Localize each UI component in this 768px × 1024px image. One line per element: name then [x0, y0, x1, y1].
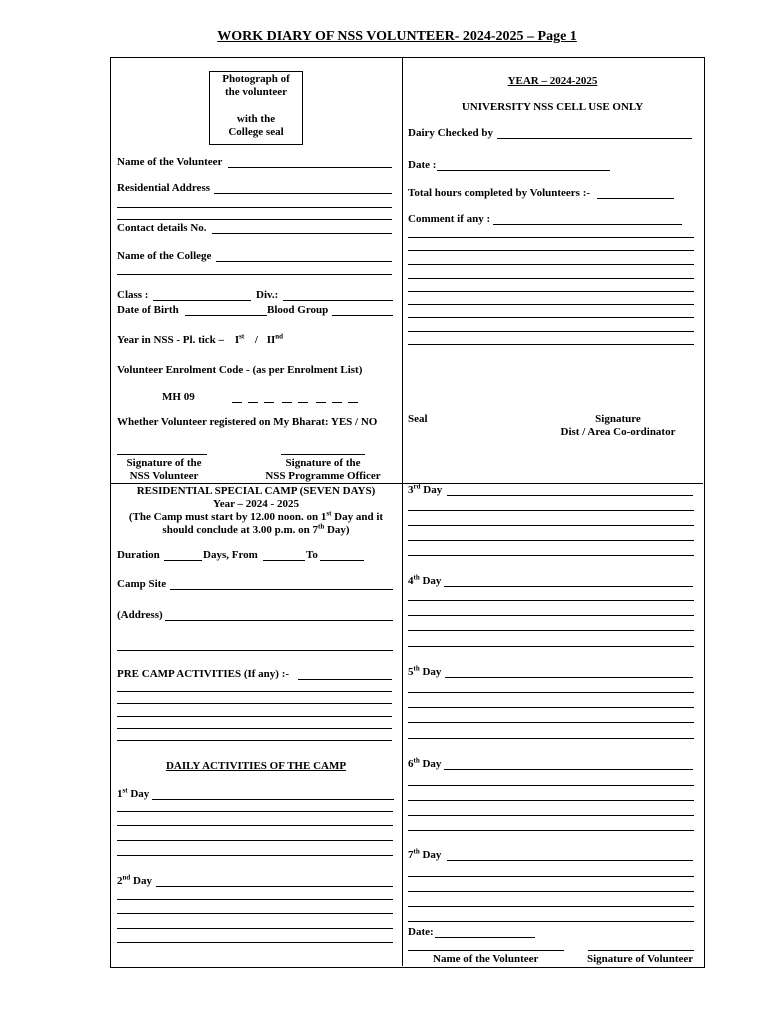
year-in-nss-label: Year in NSS - Pl. tick –: [117, 334, 225, 346]
camp-year: Year – 2024 - 2025: [213, 498, 299, 510]
college-field[interactable]: [216, 261, 392, 262]
comment-line[interactable]: [408, 317, 694, 318]
day-4-line[interactable]: [408, 600, 694, 601]
dob-field[interactable]: [185, 315, 267, 316]
code-digit[interactable]: [282, 402, 292, 403]
day-6-line[interactable]: [408, 815, 694, 816]
class-label: Class :: [117, 289, 149, 301]
comment-line[interactable]: [408, 250, 694, 251]
comment-line[interactable]: [408, 291, 694, 292]
day-3-field[interactable]: [447, 495, 693, 496]
comment-field[interactable]: [493, 224, 682, 225]
comment-line[interactable]: [408, 264, 694, 265]
my-bharat-question: Whether Volunteer registered on My Bharat: YES / NO: [117, 416, 378, 428]
comment-line[interactable]: [408, 237, 694, 238]
daily-heading: DAILY ACTIVITIES OF THE CAMP: [165, 760, 347, 772]
cell-heading: UNIVERSITY NSS CELL USE ONLY: [461, 101, 644, 113]
code-digit[interactable]: [332, 402, 342, 403]
day-7-line[interactable]: [408, 876, 694, 877]
day-7-line[interactable]: [408, 921, 694, 922]
day-5-line[interactable]: [408, 738, 694, 739]
enrolment-label: Volunteer Enrolment Code - (as per Enrolment List): [117, 364, 363, 376]
blood-label: Blood Group: [267, 304, 329, 316]
camp-site-label: Camp Site: [117, 578, 167, 590]
day-1-label: 1st Day: [117, 786, 150, 800]
pre-camp-line[interactable]: [117, 691, 392, 692]
camp-address-label: (Address): [117, 609, 163, 621]
code-digit[interactable]: [348, 402, 358, 403]
div-field[interactable]: [283, 300, 393, 301]
day-6-label: 6th Day: [408, 756, 442, 770]
day-5-line[interactable]: [408, 692, 694, 693]
year-first-option[interactable]: Ist: [234, 332, 245, 346]
photo-line-2: the volunteer: [224, 86, 287, 98]
coordinator-signature: Signature Dist / Area Co-ordinator: [560, 413, 676, 438]
day-3-line[interactable]: [408, 540, 694, 541]
camp-site-field[interactable]: [170, 589, 393, 590]
code-digit[interactable]: [248, 402, 258, 403]
day-4-field[interactable]: [444, 586, 693, 587]
footer-date-label: Date:: [408, 926, 434, 938]
day-1-field[interactable]: [152, 799, 394, 800]
day-5-line[interactable]: [408, 722, 694, 723]
days-from-label: Days, From: [203, 549, 258, 561]
to-label: To: [306, 549, 318, 561]
volunteer-signature-line[interactable]: [117, 454, 207, 455]
day-3-line[interactable]: [408, 510, 694, 511]
seal-label: Seal: [408, 413, 428, 425]
day-2-line[interactable]: [117, 913, 393, 914]
comment-line[interactable]: [408, 331, 694, 332]
dob-label: Date of Birth: [117, 304, 179, 316]
address-field[interactable]: [214, 193, 392, 194]
photo-line-4: College seal: [228, 126, 284, 138]
checked-field[interactable]: [497, 138, 692, 139]
po-signature-line[interactable]: [281, 454, 365, 455]
hours-label: Total hours completed by Volunteers :-: [408, 187, 591, 199]
comment-label: Comment if any :: [408, 213, 491, 225]
uni-date-label: Date :: [408, 159, 437, 171]
day-3-label: 3rd Day: [408, 482, 443, 496]
college-label: Name of the College: [117, 250, 212, 262]
year-heading: YEAR – 2024-2025: [507, 75, 598, 87]
year-second-option[interactable]: IInd: [266, 332, 284, 346]
day-2-line[interactable]: [117, 899, 393, 900]
name-label: Name of the Volunteer: [117, 156, 223, 168]
day-4-line[interactable]: [408, 646, 694, 647]
page-title: WORK DIARY OF NSS VOLUNTEER- 2024-2025 – Page 1: [217, 29, 577, 44]
day-1-line[interactable]: [117, 811, 393, 812]
from-field[interactable]: [263, 560, 305, 561]
comment-line[interactable]: [408, 304, 694, 305]
day-6-line[interactable]: [408, 800, 694, 801]
pre-camp-line[interactable]: [117, 716, 392, 717]
hours-field[interactable]: [597, 198, 674, 199]
camp-address-field[interactable]: [165, 620, 393, 621]
comment-line[interactable]: [408, 278, 694, 279]
day-7-label: 7th Day: [408, 847, 442, 861]
footer-signature-line[interactable]: [588, 950, 694, 951]
pre-camp-line[interactable]: [117, 703, 392, 704]
day-7-line[interactable]: [408, 891, 694, 892]
day-3-line[interactable]: [408, 555, 694, 556]
address-field-2[interactable]: [117, 207, 392, 208]
code-digit[interactable]: [298, 402, 308, 403]
checked-label: Dairy Checked by: [408, 127, 493, 139]
day-2-field[interactable]: [156, 886, 393, 887]
duration-days-field[interactable]: [164, 560, 202, 561]
day-1-line[interactable]: [117, 825, 393, 826]
day-1-line[interactable]: [117, 855, 393, 856]
day-4-line[interactable]: [408, 615, 694, 616]
to-field[interactable]: [320, 560, 364, 561]
pre-camp-line[interactable]: [117, 740, 392, 741]
day-2-line[interactable]: [117, 942, 393, 943]
code-digit[interactable]: [232, 402, 242, 403]
code-digit[interactable]: [316, 402, 326, 403]
day-5-line[interactable]: [408, 707, 694, 708]
pre-camp-field[interactable]: [298, 679, 392, 680]
pre-camp-line[interactable]: [117, 728, 392, 729]
day-6-field[interactable]: [444, 769, 693, 770]
name-field[interactable]: [228, 167, 392, 168]
volunteer-signature-label: Signature of the NSS Volunteer: [126, 457, 202, 482]
photo-line-3: with the: [236, 113, 276, 125]
column-divider: [402, 57, 403, 966]
footer-signature-label: Signature of Volunteer: [587, 953, 694, 965]
day-2-label: 2nd Day: [117, 873, 152, 887]
day-1-line[interactable]: [117, 840, 393, 841]
year-in-nss: [117, 334, 283, 347]
day-5-label: 5th Day: [408, 664, 442, 678]
photo-line-1: Photograph of: [222, 73, 290, 85]
camp-heading: RESIDENTIAL SPECIAL CAMP (SEVEN DAYS): [136, 485, 376, 497]
div-label: Div.:: [256, 289, 279, 301]
uni-date-field[interactable]: [437, 170, 610, 171]
day-6-line[interactable]: [408, 830, 694, 831]
footer-date-field[interactable]: [435, 937, 535, 938]
po-signature-label: Signature of the NSS Programme Officer: [265, 457, 381, 482]
photo-box: [209, 71, 303, 145]
day-4-line[interactable]: [408, 630, 694, 631]
camp-heading-block: [110, 485, 402, 537]
class-field[interactable]: [153, 300, 251, 301]
footer-name-line[interactable]: [408, 950, 564, 951]
day-7-field[interactable]: [447, 860, 693, 861]
comment-line[interactable]: [408, 344, 694, 345]
day-4-label: 4th Day: [408, 573, 442, 587]
day-2-line[interactable]: [117, 928, 393, 929]
camp-note-1: (The Camp must start by 12.00 noon. on 1st Day and it: [128, 509, 384, 523]
row-divider: [110, 483, 703, 484]
year-separator: /: [254, 334, 258, 346]
college-field-2[interactable]: [117, 274, 392, 275]
footer-name-label: Name of the Volunteer: [433, 953, 539, 965]
contact-label: Contact details No.: [117, 222, 207, 234]
blood-field[interactable]: [332, 315, 393, 316]
camp-note-2: should conclude at 3.00 p.m. on 7th Day): [162, 522, 350, 536]
day-7-line[interactable]: [408, 906, 694, 907]
contact-field[interactable]: [212, 233, 392, 234]
code-digit[interactable]: [264, 402, 274, 403]
address-label: Residential Address: [117, 182, 211, 194]
day-6-line[interactable]: [408, 785, 694, 786]
day-5-field[interactable]: [445, 677, 693, 678]
pre-camp-label: PRE CAMP ACTIVITIES (If any) :-: [117, 668, 290, 680]
day-3-line[interactable]: [408, 525, 694, 526]
camp-address-field-2[interactable]: [117, 650, 393, 651]
address-field-3[interactable]: [117, 219, 392, 220]
duration-label: Duration: [117, 549, 160, 561]
mh-prefix: MH 09: [162, 391, 195, 403]
